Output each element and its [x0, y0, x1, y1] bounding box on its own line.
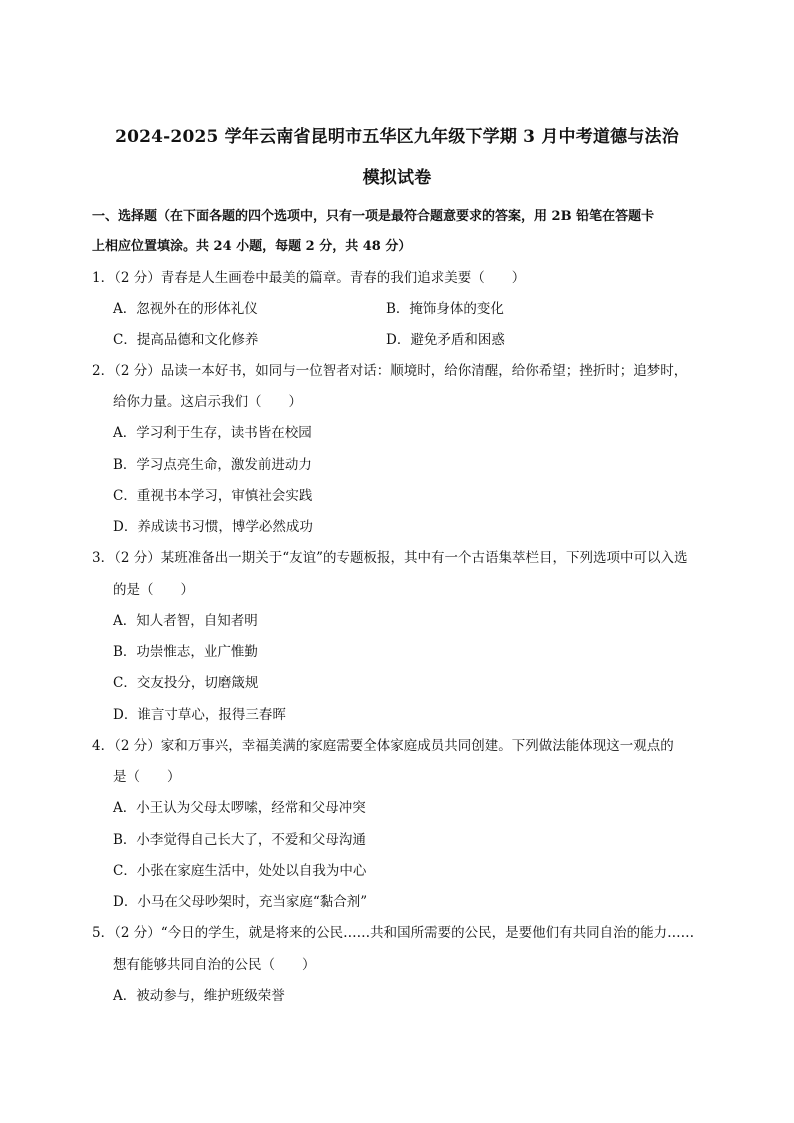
question-3-option-c: C．交友投分，切磨箴规: [113, 675, 259, 691]
question-4-option-d: D．小马在父母吵架时，充当家庭“黏合剂”: [113, 894, 368, 910]
question-2-option-d: D．养成读书习惯，博学必然成功: [113, 519, 313, 535]
question-1-stem: 1．（2 分）青春是人生画卷中最美的篇章。青春的我们追求美要（ ）: [92, 270, 526, 286]
question-4-stem-line2: 是（ ）: [113, 769, 181, 785]
question-2-stem-line2: 给你力量。这启示我们（ ）: [113, 394, 302, 410]
question-1-option-c: C．提高品德和文化修养: [113, 332, 259, 348]
section-heading-line1: 一、选择题（在下面各题的四个选项中，只有一项是最符合题意要求的答案，用 2B 铅笔在答题卡: [92, 209, 655, 224]
section-heading-line2: 上相应位置填涂。共 24 小题，每题 2 分，共 48 分）: [92, 239, 412, 254]
question-3-stem-line1: 3．（2 分）某班准备出一期关于“友谊”的专题板报，其中有一个古语集萃栏目，下列选项中可以入选: [92, 550, 688, 566]
question-4-stem-line1: 4．（2 分）家和万事兴，幸福美满的家庭需要全体家庭成员共同创建。下列做法能体现这一观点的: [92, 738, 674, 754]
question-1-option-b: B．掩饰身体的变化: [386, 301, 504, 317]
question-4-option-c: C．小张在家庭生活中，处处以自我为中心: [113, 863, 367, 879]
question-2-option-c: C．重视书本学习，审慎社会实践: [113, 488, 313, 504]
question-2-option-b: B．学习点亮生命，激发前进动力: [113, 457, 312, 473]
question-2-stem-line1: 2．（2 分）品读一本好书，如同与一位智者对话：顺境时，给你清醒，给你希望；挫折时；追梦时，: [92, 363, 688, 379]
exam-title-line1: 2024-2025 学年云南省昆明市五华区九年级下学期 3 月中考道德与法治: [115, 127, 679, 147]
question-3-option-b: B．功崇惟志，业广惟勤: [113, 644, 258, 660]
question-1-option-d: D．避免矛盾和困惑: [386, 332, 505, 348]
question-3-option-a: A．知人者智，自知者明: [113, 613, 258, 629]
exam-title-line2: 模拟试卷: [362, 168, 432, 188]
question-1-option-a: A．忽视外在的形体礼仪: [113, 301, 258, 317]
question-5-stem-line1: 5．（2 分）“今日的学生，就是将来的公民……共和国所需要的公民，是要他们有共同自治的能力……: [92, 925, 695, 941]
question-3-option-d: D．谁言寸草心，报得三春晖: [113, 707, 286, 723]
question-4-option-a: A．小王认为父母太啰嗦，经常和父母冲突: [113, 800, 366, 816]
question-4-option-b: B．小李觉得自己长大了，不爱和父母沟通: [113, 832, 366, 848]
question-2-option-a: A．学习利于生存，读书皆在校园: [113, 425, 312, 441]
question-5-option-a: A．被动参与，维护班级荣誉: [113, 988, 285, 1004]
question-5-stem-line2: 想有能够共同自治的公民（ ）: [113, 957, 316, 973]
question-3-stem-line2: 的是（ ）: [113, 582, 194, 598]
